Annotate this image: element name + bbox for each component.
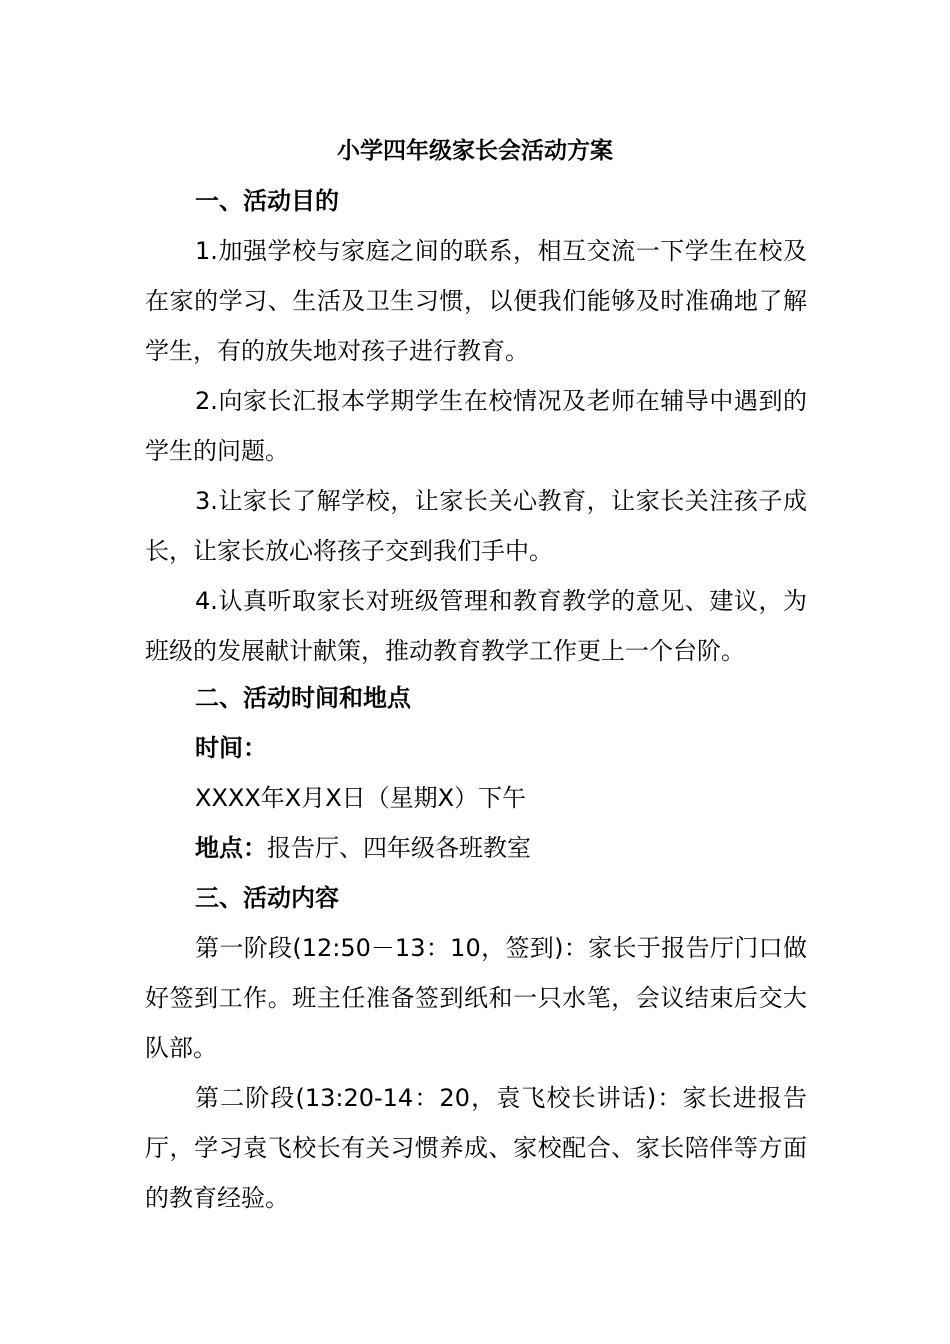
document-title: 小学四年级家长会活动方案 [337, 138, 613, 164]
time-value: XXXX年X月X日（星期X）下午 [195, 784, 527, 812]
section-heading-purpose: 一、活动目的 [195, 187, 339, 215]
purpose-item-2: 2.向家长汇报本学期学生在校情况及老师在辅导中遇到的学生的问题。 [145, 387, 807, 465]
stage-2: 第二阶段(13:20-14：20，袁飞校长讲话)：家长进报告厅，学习袁飞校长有关习惯养成、家校配合、家长陪伴等方面的教育经验。 [145, 1084, 807, 1212]
purpose-item-1: 1.加强学校与家庭之间的联系，相互交流一下学生在校及在家的学习、生活及卫生习惯，以便我们能够及时准确地了解学生，有的放失地对孩子进行教育。 [145, 237, 807, 365]
purpose-item-4: 4.认真听取家长对班级管理和教育教学的意见、建议，为班级的发展献计献策，推动教育教学工作更上一个台阶。 [145, 587, 807, 665]
stage-1: 第一阶段(12:50－13：10，签到)：家长于报告厅门口做好签到工作。班主任准备签到纸和一只水笔，会议结束后交大队部。 [145, 934, 807, 1062]
section-heading-time-place: 二、活动时间和地点 [195, 684, 411, 712]
place-label: 地点： [195, 834, 267, 862]
place-value: 报告厅、四年级各班教室 [267, 834, 531, 862]
time-label: 时间： [195, 734, 267, 762]
place-line [195, 830, 531, 866]
purpose-item-3: 3.让家长了解学校，让家长关心教育，让家长关注孩子成长，让家长放心将孩子交到我们手中。 [145, 487, 807, 565]
section-heading-content: 三、活动内容 [195, 884, 339, 912]
